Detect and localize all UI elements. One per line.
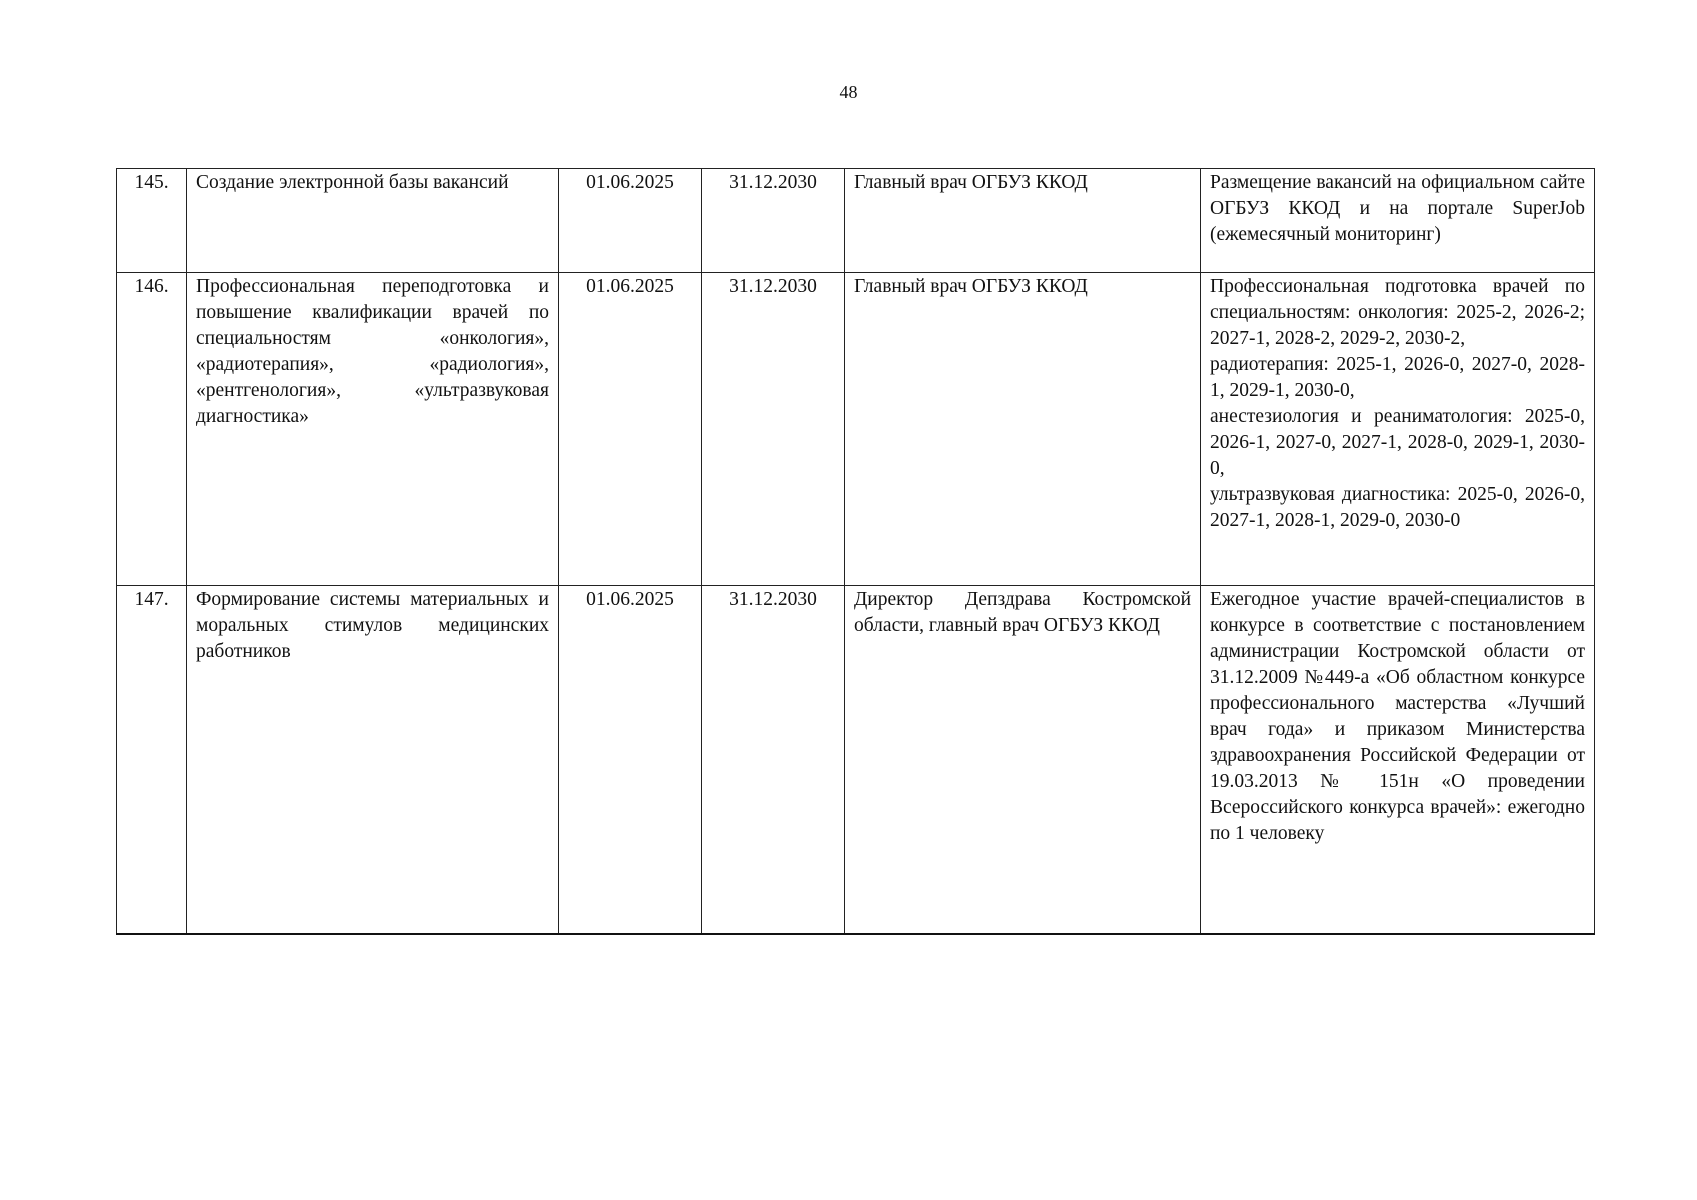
action-cell: Формирование системы материальных и моральных стимулов медицинских работников <box>187 586 559 934</box>
result-text: Размещение вакансий на официальном сайте ОГБУЗ ККОД и на портале SuperJob (ежемесячный мониторинг) <box>1210 172 1585 245</box>
end-date-cell: 31.12.2030 <box>702 169 845 273</box>
result-text: Ежегодное участие врачей-специалистов в конкурсе в соответствие с постановлением администрации Костромской области от 31.12.2009 №449-а «Об областном конкурсе профессионального мастерства «Лучший врач года» и приказом Министерства здравоохранения Российской Федерации от 19.03.2013 № 151н «О проведении Всероссийского конкурса врачей»: ежегодно по 1 человеку <box>1210 589 1585 844</box>
start-date-cell: 01.06.2025 <box>559 169 702 273</box>
result-cell <box>1201 169 1595 273</box>
responsible-cell: Главный врач ОГБУЗ ККОД <box>845 169 1201 273</box>
result-text: радиотерапия: 2025-1, 2026-0, 2027-0, 2028-1, 2029-1, 2030-0, <box>1210 354 1585 401</box>
action-cell: Профессиональная переподготовка и повышение квалификации врачей по специальностям «онкология», «радиотерапия», «радиология», «рентгенология», «ультразвуковая диагностика» <box>187 273 559 586</box>
responsible-cell: Директор Депздрава Костромской области, главный врач ОГБУЗ ККОД <box>845 586 1201 934</box>
end-date-cell: 31.12.2030 <box>702 273 845 586</box>
action-cell: Создание электронной базы вакансий <box>187 169 559 273</box>
table-row <box>117 586 1595 934</box>
row-number: 145. <box>117 169 187 273</box>
result-text: ультразвуковая диагностика: 2025-0, 2026-0, 2027-1, 2028-1, 2029-0, 2030-0 <box>1210 484 1585 531</box>
result-text: Профессиональная подготовка врачей по специальностям: онкология: 2025-2, 2026-2; 2027-1, 2028-2, 2029-2, 2030-2, <box>1210 276 1585 349</box>
result-cell <box>1201 586 1595 934</box>
start-date-cell: 01.06.2025 <box>559 273 702 586</box>
page-number: 48 <box>839 82 858 102</box>
end-date-cell: 31.12.2030 <box>702 586 845 934</box>
table-row <box>117 273 1595 586</box>
result-cell <box>1201 273 1595 586</box>
row-number: 147. <box>117 586 187 934</box>
measures-table <box>116 168 1595 935</box>
responsible-cell: Главный врач ОГБУЗ ККОД <box>845 273 1201 586</box>
result-text: анестезиология и реаниматология: 2025-0, 2026-1, 2027-0, 2027-1, 2028-0, 2029-1, 2030-0, <box>1210 406 1585 479</box>
start-date-cell: 01.06.2025 <box>559 586 702 934</box>
table-row <box>117 169 1595 273</box>
row-number: 146. <box>117 273 187 586</box>
